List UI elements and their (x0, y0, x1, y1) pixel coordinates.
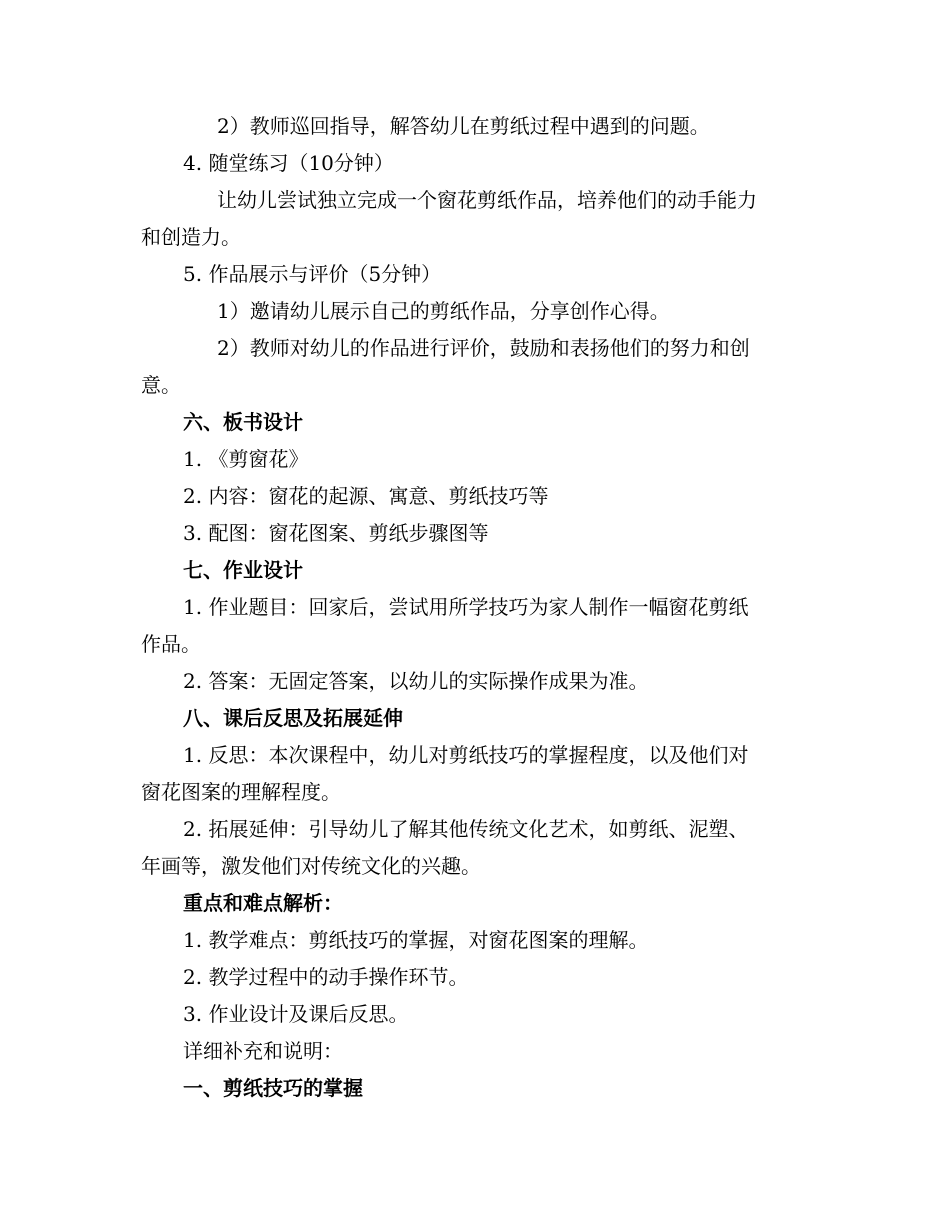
list-item: 2. 答案：无固定答案，以幼儿的实际操作成果为准。 (183, 669, 649, 693)
text-line: 年画等，激发他们对传统文化的兴趣。 (141, 854, 481, 878)
text-line: 意。 (141, 373, 181, 397)
list-item: 1. 反思：本次课程中，幼儿对剪纸技巧的掌握程度，以及他们对 (183, 743, 749, 767)
list-item: 1. 作业题目：回家后，尝试用所学技巧为家人制作一幅窗花剪纸 (183, 595, 749, 619)
list-item: 3. 配图：窗花图案、剪纸步骤图等 (183, 521, 489, 545)
list-item: 1. 教学难点：剪纸技巧的掌握，对窗花图案的理解。 (183, 928, 649, 952)
list-item: 5. 作品展示与评价（5分钟） (183, 262, 442, 286)
list-item: 4. 随堂练习（10分钟） (183, 151, 394, 175)
text-line: 窗花图案的理解程度。 (141, 780, 341, 804)
section-heading: 八、课后反思及拓展延伸 (183, 706, 403, 730)
text-line: 2）教师对幼儿的作品进行评价，鼓励和表扬他们的努力和创 (217, 336, 750, 360)
section-heading: 重点和难点解析： (183, 891, 343, 915)
text-line: 和创造力。 (141, 225, 241, 249)
text-line: 作品。 (141, 632, 201, 656)
text-line: 2）教师巡回指导，解答幼儿在剪纸过程中遇到的问题。 (217, 114, 710, 138)
list-item: 2. 内容：窗花的起源、寓意、剪纸技巧等 (183, 484, 549, 508)
document-body (141, 108, 806, 1107)
section-heading: 六、板书设计 (183, 410, 303, 434)
text-line: 让幼儿尝试独立完成一个窗花剪纸作品，培养他们的动手能力 (217, 188, 757, 212)
list-item: 3. 作业设计及课后反思。 (183, 1002, 409, 1026)
section-heading: 七、作业设计 (183, 558, 303, 582)
section-heading: 一、剪纸技巧的掌握 (183, 1076, 363, 1100)
text-line: 详细补充和说明： (183, 1039, 343, 1063)
list-item: 2. 教学过程中的动手操作环节。 (183, 965, 469, 989)
list-item: 1. 《剪窗花》 (183, 447, 309, 471)
list-item: 2. 拓展延伸：引导幼儿了解其他传统文化艺术，如剪纸、泥塑、 (183, 817, 749, 841)
text-line: 1）邀请幼儿展示自己的剪纸作品，分享创作心得。 (217, 299, 670, 323)
